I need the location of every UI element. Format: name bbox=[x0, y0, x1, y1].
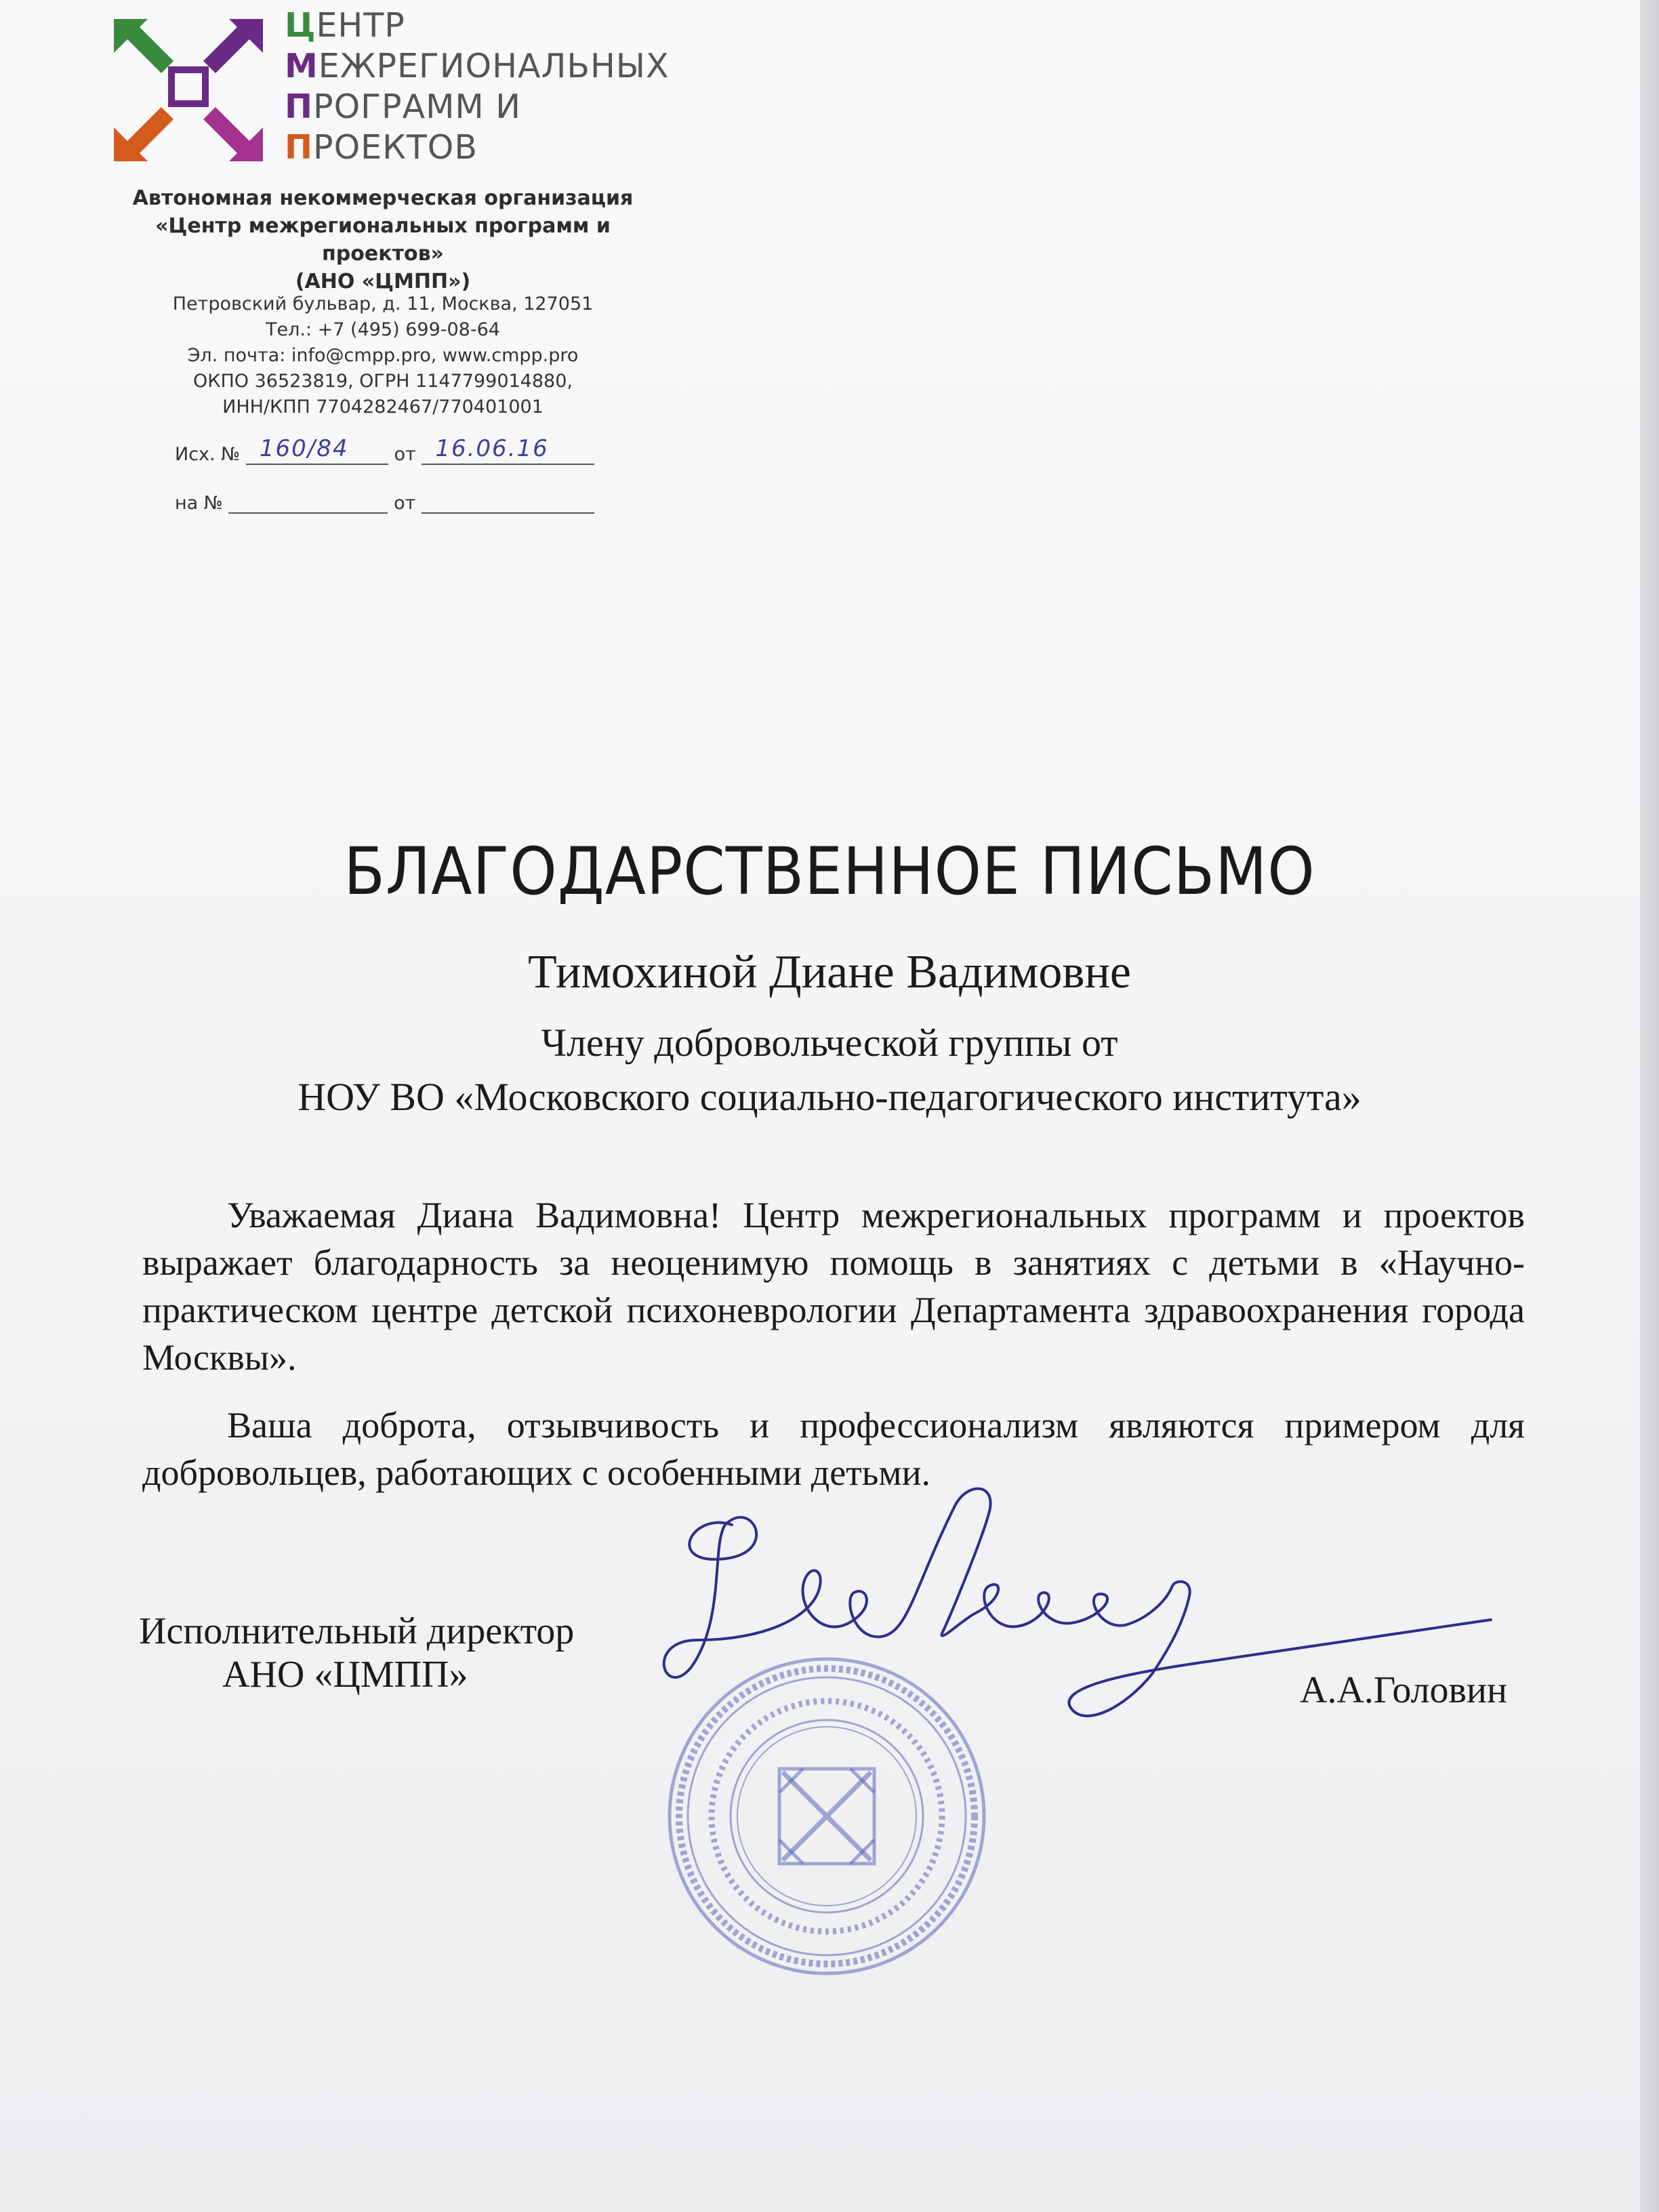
signer-position-line-2: АНО «ЦМПП» bbox=[222, 1654, 468, 1696]
org-name: «Центр межрегиональных программ и проектов» bbox=[155, 214, 611, 266]
reply-number-line bbox=[228, 489, 388, 514]
brand-name bbox=[285, 5, 670, 168]
recipient-name: Тимохиной Диане Вадимовне bbox=[528, 946, 1131, 998]
phone: Тел.: +7 (495) 699-08-64 bbox=[266, 319, 500, 340]
reply-label: на № bbox=[175, 493, 223, 514]
outgoing-from-label: от bbox=[394, 444, 416, 465]
organization-info bbox=[102, 184, 664, 295]
brand-line: ПРОГРАММ И bbox=[285, 87, 521, 126]
logo-arrow-green bbox=[114, 19, 173, 73]
signer-name: А.А.Головин bbox=[1300, 1669, 1507, 1711]
letter-title: БЛАГОДАРСТВЕННОЕ ПИСЬМО bbox=[344, 834, 1315, 909]
outgoing-date-line bbox=[422, 435, 594, 465]
signer-position bbox=[139, 1610, 574, 1696]
org-type: Автономная некоммерческая организация bbox=[132, 186, 634, 210]
outgoing-number-line bbox=[246, 435, 388, 465]
okpo-ogrn: ОКПО 36523819, ОГРН 1147799014880, bbox=[193, 371, 573, 392]
signer-position-line-1: Исполнительный директор bbox=[139, 1610, 575, 1652]
inn-kpp: ИНН/КПП 7704282467/770401001 bbox=[222, 396, 544, 417]
outgoing-number-row bbox=[175, 435, 594, 465]
recipient-institution: НОУ ВО «Московского социально-педагогического института» bbox=[298, 1075, 1361, 1119]
letter-paragraph-2: Ваша доброта, отзывчивость и профессионализм являются примером для добровольцев, работающих с особенными детьми. bbox=[142, 1405, 1525, 1493]
cmpp-logo bbox=[107, 5, 270, 168]
email: Эл. почта: info@cmpp.pro, www.cmpp.pro bbox=[187, 345, 579, 366]
brand-line: ПРОЕКТОВ bbox=[285, 128, 478, 167]
logo-arrow-orange bbox=[114, 107, 173, 161]
logo-arrow-purple bbox=[203, 19, 263, 73]
contact-info bbox=[102, 291, 664, 420]
brand-line: МЕЖРЕГИОНАЛЬНЫХ bbox=[285, 47, 670, 85]
recipient-role: Члену добровольческой группы от bbox=[541, 1021, 1118, 1065]
reply-date-line bbox=[422, 489, 594, 514]
reply-from-label: от bbox=[394, 493, 416, 514]
outgoing-number: 160/84 bbox=[259, 435, 349, 462]
brand-line: ЦЕНТР bbox=[285, 6, 405, 45]
outgoing-date: 16.06.16 bbox=[435, 435, 549, 462]
reply-number-row bbox=[175, 489, 594, 514]
outgoing-label: Исх. № bbox=[175, 444, 241, 465]
letter-paragraph-1: Уважаемая Диана Вадимовна! Центр межрегиональных программ и проектов выражает благодарность за неоценимую помощь в занятиях с детьми в «Научно-практическом центре детской психоневрологии Департамента здравоохранения города Москвы». bbox=[142, 1195, 1525, 1378]
logo-arrow-magenta bbox=[203, 107, 263, 161]
address: Петровский бульвар, д. 11, Москва, 127051 bbox=[172, 293, 594, 314]
org-short-name: (АНО «ЦМПП») bbox=[295, 270, 471, 293]
handwritten-signature bbox=[651, 1484, 1498, 1769]
